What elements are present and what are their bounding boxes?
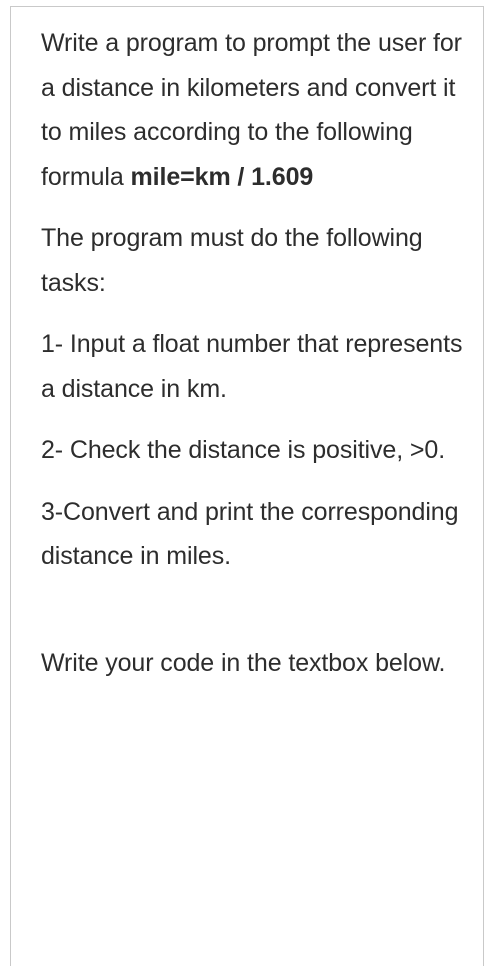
intro-text: Write a program to prompt the user for a distance in kilometers and convert it to miles according to the following formula [41,29,462,191]
formula-text: mile=km / 1.609 [130,162,314,191]
code-instruction: Write your code in the textbox below. [41,648,446,677]
task-3: 3-Convert and print the corresponding distance in miles. [41,497,459,570]
question-content [41,21,471,685]
tasks-heading: The program must do the following tasks: [41,224,423,297]
task-1: 1- Input a float number that represents a distance in km. [41,330,463,403]
question-card [10,6,484,966]
task-2: 2- Check the distance is positive, >0. [41,436,446,464]
question-intro [41,21,471,199]
